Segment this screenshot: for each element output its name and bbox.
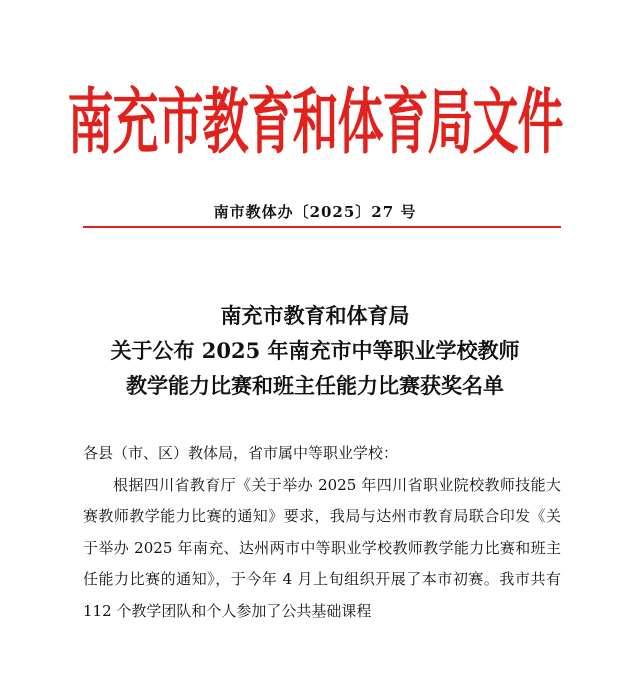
title-line-2: 关于公布 2025 年南充市中等职业学校教师 xyxy=(110,338,520,363)
document-number: 南市教体办〔2025〕27 号 xyxy=(213,203,417,221)
title-line-3: 教学能力比赛和班主任能力比赛获奖名单 xyxy=(126,373,504,398)
title-line-1: 南充市教育和体育局 xyxy=(220,303,410,328)
red-divider-line xyxy=(83,226,561,228)
document-title xyxy=(0,298,630,403)
body-paragraph: 根据四川省教育厅《关于举办 2025 年四川省职业院校教师技能大赛教师教学能力比赛的通知》要求，我局与达州市教育局联合印发《关于举办 2025 年南充、达州两市中等职业学校教师教学能力比赛和班主任能力比赛的通知》，于今年 4 月上旬组织开展了本市初赛。我市共有 112 个教学团队和个人参加了公共基础课程 xyxy=(83,475,561,620)
salutation: 各县（市、区）教体局，省市属中等职业学校： xyxy=(83,444,399,462)
document-body xyxy=(83,438,561,627)
masthead-title: 南充市教育和体育局文件 xyxy=(67,79,563,164)
